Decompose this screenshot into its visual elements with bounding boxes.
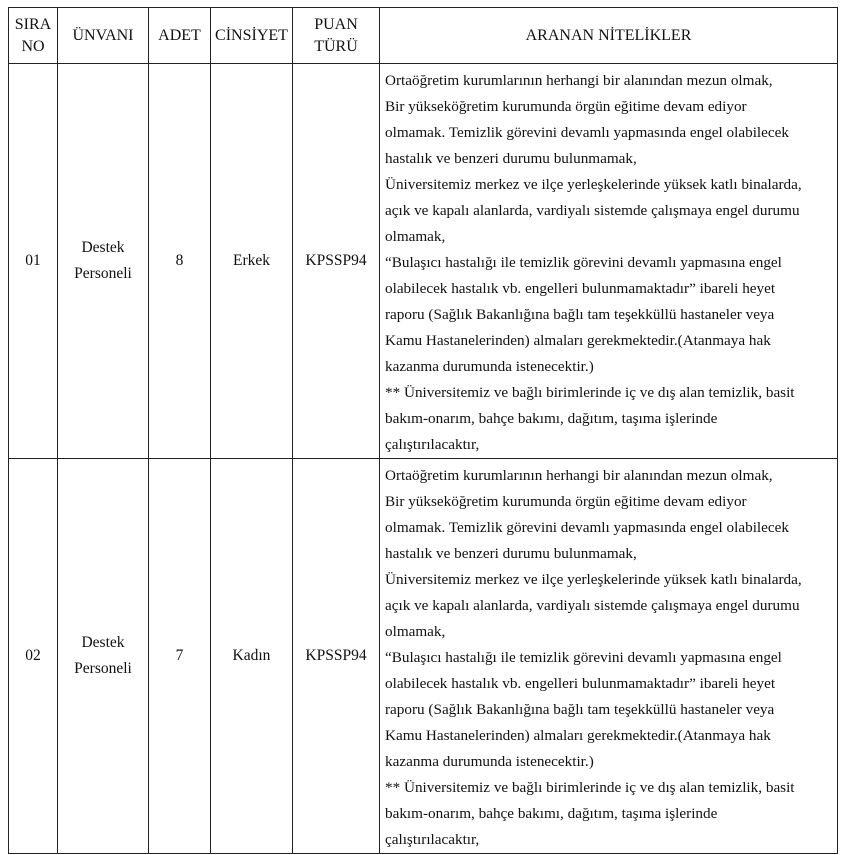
table-header: [9, 8, 838, 64]
job-postings-table: [8, 7, 838, 854]
qualification-line: Ortaöğretim kurumlarının herhangi bir alanından mezun olmak,: [385, 467, 773, 484]
qualification-line: olabilecek hastalık vb. engelleri bulunmamaktadır” ibareli heyet: [385, 280, 776, 297]
header-sira-no-line-1: SIRA: [14, 15, 52, 33]
qualification-line: Üniversitemiz merkez ve ilçe yerleşkelerinde yüksek katlı binalarda,: [385, 176, 802, 193]
qualification-line: bakım-onarım, bahçe bakımı, dağıtım, taşıma işlerinde: [385, 805, 718, 822]
qualification-line: raporu (Sağlık Bakanlığına bağlı tam teşekküllü hastaneler veya: [385, 701, 775, 718]
qualification-line: Üniversitemiz merkez ve ilçe yerleşkelerinde yüksek katlı binalarda,: [385, 571, 802, 588]
qualification-line: kazanma durumunda istenecektir.): [385, 358, 594, 375]
header-puan-turu-line-2: TÜRÜ: [314, 37, 358, 55]
qualification-line: çalıştırılacaktır,: [385, 831, 480, 848]
cell-adet: 7: [149, 459, 211, 854]
qualification-line: “Bulaşıcı hastalığı ile temizlik görevini devamlı yapmasına engel: [385, 254, 782, 271]
qualification-line: hastalık ve benzeri durumu bulunmamak,: [385, 545, 637, 562]
qualification-line: ** Üniversitemiz ve bağlı birimlerinde iç ve dış alan temizlik, basit: [385, 779, 795, 796]
cell-aranan-nitelikler: [380, 64, 838, 459]
cell-cinsiyet: Kadın: [211, 459, 293, 854]
qualification-line: Ortaöğretim kurumlarının herhangi bir alanından mezun olmak,: [385, 72, 773, 89]
qualification-line: açık ve kapalı alanlarda, vardiyalı sistemde çalışmaya engel durumu: [385, 202, 800, 219]
qualification-line: olmamak. Temizlik görevini devamlı yapmasında engel olabilecek: [385, 519, 789, 536]
header-unvani: ÜNVANI: [58, 8, 149, 64]
cell-unvani: [58, 459, 149, 854]
qualification-line: çalıştırılacaktır,: [385, 436, 480, 453]
qualification-line: açık ve kapalı alanlarda, vardiyalı sistemde çalışmaya engel durumu: [385, 597, 800, 614]
table-row: [9, 64, 838, 459]
cell-aranan-nitelikler: [380, 459, 838, 854]
cell-unvani-line-1: Destek: [81, 239, 125, 256]
qualification-line: olmamak,: [385, 623, 446, 640]
table-row: [9, 459, 838, 854]
cell-sira-no: 01: [9, 64, 58, 459]
cell-unvani-line-1: Destek: [81, 634, 125, 651]
cell-unvani-line-2: Personeli: [74, 660, 132, 677]
qualification-line: ** Üniversitemiz ve bağlı birimlerinde iç ve dış alan temizlik, basit: [385, 384, 795, 401]
cell-puan-turu: KPSSP94: [293, 64, 380, 459]
header-aranan-nitelikler: ARANAN NİTELİKLER: [380, 8, 838, 64]
qualification-line: hastalık ve benzeri durumu bulunmamak,: [385, 150, 637, 167]
header-puan-turu: [293, 8, 380, 64]
qualification-line: kazanma durumunda istenecektir.): [385, 753, 594, 770]
header-puan-turu-line-1: PUAN: [314, 15, 358, 33]
qualification-line: bakım-onarım, bahçe bakımı, dağıtım, taşıma işlerinde: [385, 410, 718, 427]
header-row: [9, 8, 838, 64]
header-adet: ADET: [149, 8, 211, 64]
cell-cinsiyet: Erkek: [211, 64, 293, 459]
qualification-line: raporu (Sağlık Bakanlığına bağlı tam teşekküllü hastaneler veya: [385, 306, 775, 323]
table-body: [9, 64, 838, 854]
cell-unvani: [58, 64, 149, 459]
qualification-line: olmamak,: [385, 228, 446, 245]
cell-adet: 8: [149, 64, 211, 459]
qualification-line: olmamak. Temizlik görevini devamlı yapmasında engel olabilecek: [385, 124, 789, 141]
cell-sira-no: 02: [9, 459, 58, 854]
header-sira-no-line-2: NO: [21, 37, 45, 55]
cell-unvani-line-2: Personeli: [74, 265, 132, 282]
cell-puan-turu: KPSSP94: [293, 459, 380, 854]
qualification-line: olabilecek hastalık vb. engelleri bulunmamaktadır” ibareli heyet: [385, 675, 776, 692]
qualification-line: Kamu Hastanelerinden) almaları gerekmektedir.(Atanmaya hak: [385, 332, 771, 349]
qualification-line: “Bulaşıcı hastalığı ile temizlik görevini devamlı yapmasına engel: [385, 649, 782, 666]
qualification-line: Kamu Hastanelerinden) almaları gerekmektedir.(Atanmaya hak: [385, 727, 771, 744]
qualification-line: Bir yükseköğretim kurumunda örgün eğitime devam ediyor: [385, 98, 747, 115]
header-sira-no: [9, 8, 58, 64]
header-cinsiyet: CİNSİYET: [211, 8, 293, 64]
qualification-line: Bir yükseköğretim kurumunda örgün eğitime devam ediyor: [385, 493, 747, 510]
